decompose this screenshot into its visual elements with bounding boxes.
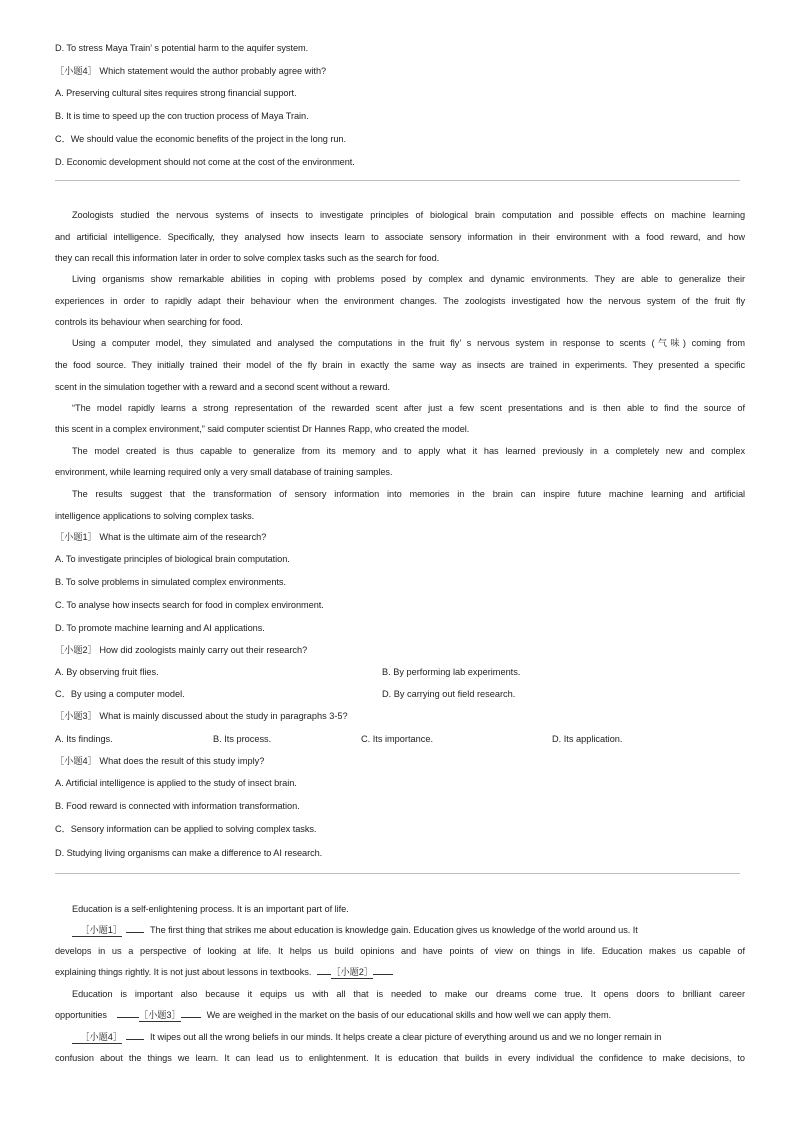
paragraph-text: explaining things rightly. It is not just about lessons in textbooks. — [55, 967, 312, 977]
paragraph-2-line: experiences in order to rapidly adapt their behaviour when the environment changes. The zoologists investigated how the nervous system of the fruit fly — [55, 296, 745, 306]
paragraph-text: opportunities — [55, 1010, 107, 1020]
option-b: B. By performing lab experiments. — [382, 667, 521, 677]
option-d: D. To promote machine learning and AI applications. — [55, 623, 265, 633]
paragraph-4-line: “The model rapidly learns a strong representation of the rewarded scent after just a few scent presentations and is then able to find the source of — [72, 403, 745, 413]
option-b: B. To solve problems in simulated complex environments. — [55, 577, 286, 587]
question-2: ［小题2］ How did zoologists mainly carry out their research? — [55, 645, 308, 655]
question-1: ［小题1］ What is the ultimate aim of the research? — [55, 532, 267, 542]
blank-4: ［小题4］ — [72, 1032, 122, 1044]
option-a: A. Preserving cultural sites requires strong financial support. — [55, 88, 297, 98]
paragraph-3-line: the food source. They initially trained their model of the fly brain in exactly the same way as insects are trained in experiments. They presented a specific — [55, 360, 745, 370]
question-4: ［小题4］ Which statement would the author probably agree with? — [55, 66, 327, 76]
option-d: D. To stress Maya Train’ s potential harm to the aquifer system. — [55, 43, 309, 53]
blank-2: ［小题2］ — [331, 967, 373, 977]
paragraph-5-line: environment, while learning required only a very small database of training samples. — [55, 467, 393, 477]
blank-3: ［小题3］ — [138, 1010, 181, 1020]
paragraph-line: Education is a self-enlightening process. It is an important part of life. — [72, 904, 349, 914]
option-d: D. Economic development should not come at the cost of the environment. — [55, 157, 355, 167]
option-d: D. Its application. — [552, 734, 623, 744]
option-c: C．Sensory information can be applied to solving complex tasks. — [55, 824, 317, 834]
paragraph-line: develops in us a perspective of looking at life. It helps us build opinions and have points of view on things in life. Education makes us capable of — [55, 946, 745, 956]
blank-underline — [373, 974, 393, 975]
paragraph-1-line: and artificial intelligence. Specifically, they analysed how insects learn to associate sensory information in their environment with a food reward, and how — [55, 232, 745, 242]
paragraph-line — [55, 1009, 745, 1022]
paragraph-2-line: Living organisms show remarkable abilities in coping with problems posed by complex and dynamic environments. They are able to generalize their — [72, 274, 745, 284]
paragraph-text: We are weighed in the market on the basis of our educational skills and how well we can apply them. — [206, 1010, 612, 1020]
paragraph-3-line: Using a computer model, they simulated and analysed the computations in the fruit fly’ s nervous system in response to scents (气味) coming from — [72, 338, 745, 348]
blank-underline — [317, 974, 331, 975]
option-b: B. It is time to speed up the con truction process of Maya Train. — [55, 111, 309, 121]
option-d: D. Studying living organisms can make a difference to AI research. — [55, 848, 323, 858]
paragraph-text: It wipes out all the wrong beliefs in our minds. It helps create a clear picture of everything around us and we no longer remain in — [150, 1032, 662, 1042]
question-3: ［小题3］ What is mainly discussed about the study in paragraphs 3-5? — [55, 711, 348, 721]
paragraph-4-line: this scent in a complex environment,” said computer scientist Dr Hannes Rapp, who created the model. — [55, 424, 470, 434]
option-c: C．By using a computer model. — [55, 689, 185, 699]
paragraph-2-line: controls its behaviour when searching for food. — [55, 317, 243, 327]
paragraph-line: Education is important also because it equips us with all that is needed to make our dreams come true. It opens doors to brilliant career — [72, 989, 745, 999]
paragraph-1-line: Zoologists studied the nervous systems of insects to investigate principles of biological brain computation and possible effects on machine learning — [72, 210, 745, 220]
paragraph-line — [55, 1031, 745, 1044]
paragraph-3-line: scent in the simulation together with a reward and a second scent without a reward. — [55, 382, 390, 392]
paragraph-5-line: The model created is thus capable to generalize from its memory and to apply what it has learned previously in a completely new and complex — [72, 446, 745, 456]
option-c: C. Its importance. — [361, 734, 433, 744]
paragraph-line — [55, 924, 745, 937]
blank-1: ［小题1］ — [72, 925, 122, 937]
blank-underline — [126, 1039, 144, 1040]
question-4: ［小题4］ What does the result of this study imply? — [55, 756, 265, 766]
option-a: A. Its findings. — [55, 734, 113, 744]
blank-underline — [117, 1017, 139, 1018]
paragraph-6-line: The results suggest that the transformation of sensory information into memories in the brain can inspire future machine learning and artificial — [72, 489, 745, 499]
option-a: A. Artificial intelligence is applied to the study of insect brain. — [55, 778, 297, 788]
section-divider — [55, 180, 740, 181]
option-a: A. To investigate principles of biological brain computation. — [55, 554, 290, 564]
blank-underline — [126, 932, 144, 933]
blank-underline — [181, 1017, 201, 1018]
option-b: B. Food reward is connected with information transformation. — [55, 801, 300, 811]
paragraph-line — [55, 966, 745, 979]
paragraph-text: The first thing that strikes me about education is knowledge gain. Education gives us knowledge of the world around us. It — [150, 925, 638, 935]
option-d: D. By carrying out field research. — [382, 689, 516, 699]
paragraph-line: confusion about the things we learn. It can lead us to enlightenment. It is education that builds in every individual the confidence to make decisions, to — [55, 1053, 745, 1063]
paragraph-1-line: they can recall this information later in order to solve complex tasks such as the search for food. — [55, 253, 440, 263]
paragraph-6-line: intelligence applications to solving complex tasks. — [55, 511, 255, 521]
option-c: C. To analyse how insects search for food in complex environment. — [55, 600, 324, 610]
option-a: A. By observing fruit flies. — [55, 667, 159, 677]
option-c: C．We should value the economic benefits of the project in the long run. — [55, 134, 346, 144]
option-b: B. Its process. — [213, 734, 272, 744]
section-divider — [55, 873, 740, 874]
